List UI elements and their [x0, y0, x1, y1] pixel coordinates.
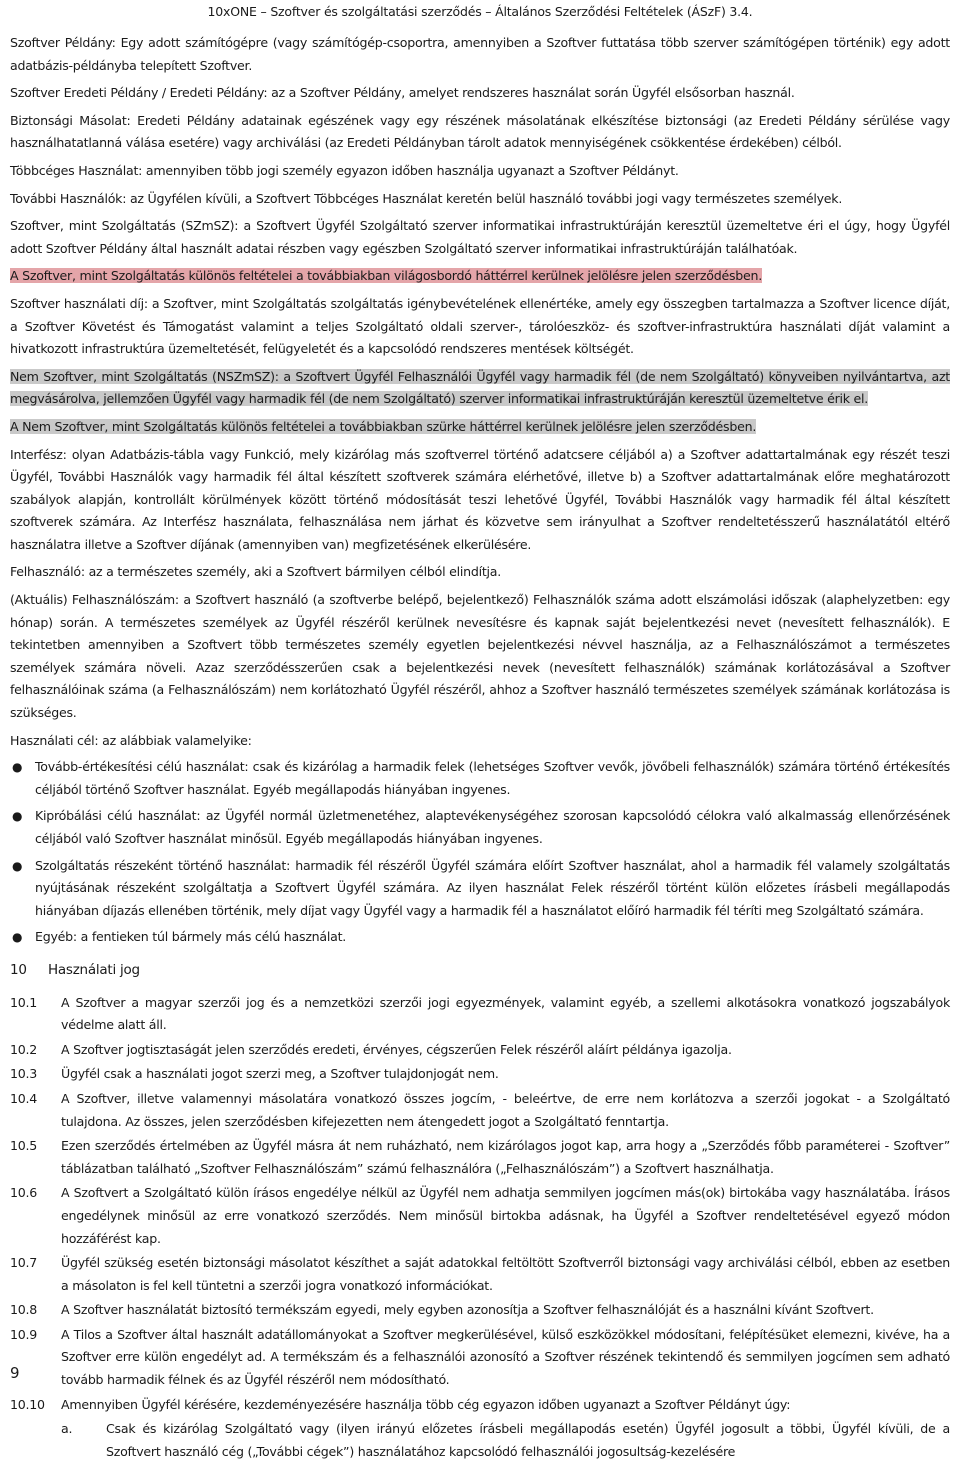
- saas-highlight-text: A Szoftver, mint Szolgáltatás különös feltételei a továbbiakban világosbordó háttérrel kerülnek jelölésre jelen szerződésben.: [10, 268, 762, 284]
- usage-purpose-list: [10, 756, 950, 949]
- bullet-icon: ●: [12, 760, 23, 775]
- clause-10-6: [10, 1182, 950, 1250]
- clause-10-4: [10, 1088, 950, 1133]
- clause-number: 10.1: [10, 994, 38, 1010]
- non-saas-highlight-text: A Nem Szoftver, mint Szolgáltatás különös feltételei a továbbiakban szürke háttérrel kerülnek jelölésre jelen szerződésben.: [10, 418, 757, 434]
- definition-hasznalati-cel: Használati cél: az alábbiak valamelyike:: [10, 732, 252, 748]
- definition-eredeti-peldany: Szoftver Eredeti Példány / Eredeti Példány: az a Szoftver Példány, amelyet rendszeres használat során Ügyfél elsősorban használ.: [10, 85, 795, 101]
- clause-number: 10.5: [10, 1138, 38, 1154]
- definition-nszmsz: [10, 366, 950, 411]
- bullet-icon: ●: [12, 930, 23, 945]
- clause-text: A Szoftver, illetve valamennyi másolatára vonatkozó összes jogcím, - beleértve, de erre nem korlátozva a szerzői jogokat - a Szolgáltató tulajdona. Az összes, jelen szerződésben kifejezetten nem átengedett jogot a Szolgáltató fenntartja.: [61, 1090, 950, 1129]
- bullet-icon: ●: [12, 858, 23, 873]
- saas-highlight-note: [10, 265, 950, 288]
- section-title: Használati jog: [48, 961, 140, 978]
- clause-10-7: [10, 1252, 950, 1297]
- section-number: 10: [10, 961, 27, 978]
- document-title: 10xONE – Szoftver és szolgáltatási szerződés – Általános Szerződési Feltételek (ÁSzF) 3.4.: [207, 4, 753, 19]
- clause-text: Ügyfél csak a használati jogot szerzi meg, a Szoftver tulajdonjogát nem.: [61, 1066, 499, 1082]
- clause-10-5: [10, 1135, 950, 1180]
- page-header: [0, 0, 960, 26]
- list-item: ● Kipróbálási célú használat: az Ügyfél normál üzletmenetéhez, alaptevékenységéhez szorosan kapcsolódó célokra való alkalmasság ellenőrzésének céljából való Szoftver használat minősül. Egyéb megállapodás hiányában ingyenes.: [10, 805, 950, 850]
- clause-10-9: [10, 1324, 950, 1392]
- definition-biztonsagi-masolat: Biztonsági Másolat: Eredeti Példány adatainak egészének vagy egy részének másolatának elkészítése biztonsági (az Eredeti Példány sérülése vagy használhatatlanná válása esetére) vagy archiválási (az Eredeti Példányban tárolt adatok mennyiségének csökkentése érdekében) célból.: [10, 112, 950, 151]
- clause-10-2: [10, 1039, 950, 1062]
- page-number: 9: [10, 1364, 20, 1382]
- list-item: ● Egyéb: a fentieken túl bármely más célú használat.: [10, 926, 950, 949]
- definition-felhasznalo: Felhasználó: az a természetes személy, aki a Szoftvert bármilyen célból elindítja.: [10, 564, 501, 580]
- clause-text: A Tilos a Szoftver által használt adatállományokat a Szoftver megkerülésével, külső eszközökkel módosítani, felépítésüket elemezni, kivéve, ha a Szoftver erre külön engedélyt ad. A termékszám és a felhasználói azonosító a Szoftver részének tekintendő és semmilyen jogcímen sem adható tovább harmadik félnek és az Ügyfél részéről nem módosítható.: [61, 1326, 950, 1388]
- clause-number: 10.7: [10, 1255, 38, 1271]
- clause-number: 10.4: [10, 1090, 38, 1106]
- clause-text: A Szoftvert a Szolgáltató külön írásos engedélye nélkül az Ügyfél nem adhatja semmilyen jogcímen más(ok) birtokába vagy használatába. Írásos engedélynek minősül az erre vonatkozó szerződés. Nem minősül birtokba adásnak, ha Ügyfél a Szoftver rendeltetésével egyező módon hozzáférést kap.: [61, 1185, 950, 1246]
- definition-tovabbi-hasznalok: További Használók: az Ügyfélen kívüli, a Szoftvert Többcéges Használat keretén belül használó további jogi vagy természetes személyek.: [10, 190, 843, 206]
- clause-10-3: [10, 1063, 950, 1086]
- clause-text: A Szoftver a magyar szerzői jog és a nemzetközi szerzői jogi egyezmények, valamint egyéb, a szellemi alkotásokra vonatkozó jogszabályok védelme alatt áll.: [61, 994, 950, 1033]
- clause-text: Ügyfél szükség esetén biztonsági másolatot készíthet a saját adatokkal feltöltött Szoftverről biztonsági vagy archiválási célból, ebben az esetben a másolaton is fel kell tüntetni a szerzői jogra vonatkozó információkat.: [61, 1255, 950, 1293]
- definition-szoftver-peldany: Szoftver Példány: Egy adott számítógépre (vagy számítógép-csoportra, amennyiben a Szoftver futtatása több szerver számítógépen történik) egy adott adatbázis-példányba telepített Szoftver.: [10, 35, 950, 73]
- section-heading: [10, 959, 950, 982]
- subclause-a: [61, 1418, 950, 1463]
- clause-number: 10.10: [10, 1396, 45, 1412]
- clause-body: [61, 1394, 950, 1464]
- definition-tobbceges-hasznalat: Többcéges Használat: amennyiben több jogi személy egyazon időben használja ugyanazt a Szoftver Példányt.: [10, 162, 679, 178]
- clause-number: 10.3: [10, 1066, 38, 1082]
- subclause-text: Csak és kizárólag Szolgáltató vagy (ilyen irányú előzetes írásbeli megállapodás esetén) Ügyfél jogosult a többi, Ügyfél kívüli, de a Szoftvert használó cég („További cégek”) használatához kapcsolódó felhasználói jogosultság-kezelésére: [106, 1421, 950, 1459]
- clause-text: A Szoftver használatát biztosító termékszám egyedi, mely egyben azonosítja a Szoftver felhasználóját és a használni kívánt Szoftvert.: [61, 1302, 874, 1318]
- document-body: [10, 32, 950, 1465]
- clause-number: 10.8: [10, 1302, 38, 1318]
- definition-szmsz: Szoftver, mint Szolgáltatás (SZmSZ): a Szoftvert Ügyfél Szolgáltató szerver informatikai infrastruktúráján keresztül üzemeltetve éri el úgy, hogy Ügyfél adott Szoftver Példány által használt adatai részben vagy egészben Szolgáltató szerver informatikai infrastruktúráján találhatóak.: [10, 218, 950, 256]
- clause-number: 10.2: [10, 1041, 38, 1057]
- definition-hasznalati-dij: Szoftver használati díj: a Szoftver, mint Szolgáltatás szolgáltatás igénybevételének ellenértéke, amely egy összegben tartalmazza a Szoftver licence díját, a Szoftver Követést és Támogatást valamint a teljes Szolgáltató oldali szerver-, tárolóeszköz- és szoftver-infrastruktúra használati díját valamint a hivatkozott infrastruktúra üzemeltetését, felügyeletét és a kapcsolódó rendszeres mentések költségét.: [10, 295, 950, 357]
- list-item: ● Szolgáltatás részeként történő használat: harmadik fél részéről Ügyfél számára előírt Szoftver használat, ahol a harmadik fél valamely szolgáltatás nyújtásának részeként szolgáltatja a Szoftvert Ügyfél számára. Az ilyen használat Felek részéről történt külön előzetes írásbeli megállapodás hiányában díjazás ellenében történik, mely díjat vagy Ügyfél vagy a harmadik fél a használatot előíró harmadik fél téríti meg Szolgáltató számára.: [10, 855, 950, 923]
- clause-text: Amennyiben Ügyfél kérésére, kezdeményezésére használja több cég egyazon időben ugyanazt a Szoftver Példányt úgy:: [61, 1396, 791, 1412]
- subclause-letter: a.: [61, 1421, 73, 1437]
- clause-10-8: [10, 1299, 950, 1322]
- clause-number: 10.9: [10, 1326, 38, 1342]
- bullet-icon: ●: [12, 809, 23, 824]
- clause-10-1: [10, 992, 950, 1037]
- clause-text: A Szoftver jogtisztaságát jelen szerződés eredeti, érvényes, cégszerűen Felek részéről aláírt példánya igazolja.: [61, 1041, 732, 1057]
- clause-10-10: [10, 1394, 950, 1464]
- list-item: ● Tovább-értékesítési célú használat: csak és kizárólag a harmadik felek (lehetséges Szoftver vevők, jövőbeli felhasználók) számára történő értékesítés céljából történő Szoftver használat. Egyéb megállapodás hiányában ingyenes.: [10, 756, 950, 801]
- nszmsz-highlight-text: Nem Szoftver, mint Szolgáltatás (NSZmSZ): a Szoftvert Ügyfél Felhasználói Ügyfél vagy harmadik fél (de nem Szolgáltató) könyveiben nyilvántartva, azt megvásárolva, jellemzően Ügyfél vagy harmadik fél (de nem Szolgáltató) szerver informatikai infrastruktúráján keresztül üzemeltetve érik el.: [10, 368, 950, 407]
- clause-number: 10.6: [10, 1185, 38, 1201]
- definition-interfesz: Interfész: olyan Adatbázis-tábla vagy Funkció, mely kizárólag más szoftverrel történő adatcsere céljából a) a Szoftver adattartalmának egy részét teszi Ügyfél, További Használók vagy harmadik fél által készített szoftverek számára elérhetővé, illetve b) a Szoftver adattartalmának előre meghatározott szabályok alapján, kontrollált körülmények között történő módosítását teszi lehetővé Ügyfél, További Használók vagy harmadik fél által készített szoftverek számára. Az Interfész használata, felhasználása nem járhat és közvetve sem irányulhat a Szoftver rendeltetésszerű használatától eltérő használatra illetve a Szoftver díjának (amennyiben van) megfizetésének elkerülésére.: [10, 446, 950, 552]
- clause-text: Ezen szerződés értelmében az Ügyfél másra át nem ruházható, nem kizárólagos jogot kap, arra hogy a „Szerződés főbb paraméterei - Szoftver” táblázatban található „Szoftver Felhasználószám” számú felhasználóra („Felhasználószám”) a Szoftvert használhatja.: [61, 1138, 950, 1176]
- non-saas-highlight-note: [10, 416, 950, 439]
- definition-felhasznaloszam: (Aktuális) Felhasználószám: a Szoftvert használó (a szoftverbe belépő, bejelentkező) Felhasználók száma adott elszámolási időszak (alaphelyzetben: egy hónap) során. A természetes személyek az Ügyfél részéről kerülnek nevesítésre és kapnak saját bejelentkezési nevet (nevesített felhasználók). E tekintetben amennyiben a Szoftvert több természetes személy egyetlen bejelentkezési névvel használja, az a Felhasználószámot a természetes személyek számára növeli. Azaz szerződésszerűen csak a bejelentkezési nevek (nevesített felhasználók) számának korlátozásával a Szoftver felhasználóinak száma (a Felhasználószám) nem korlátozható Ügyfél részéről, ahhoz a Szoftver használó természetes személyek számának korlátozása is szükséges.: [10, 592, 950, 721]
